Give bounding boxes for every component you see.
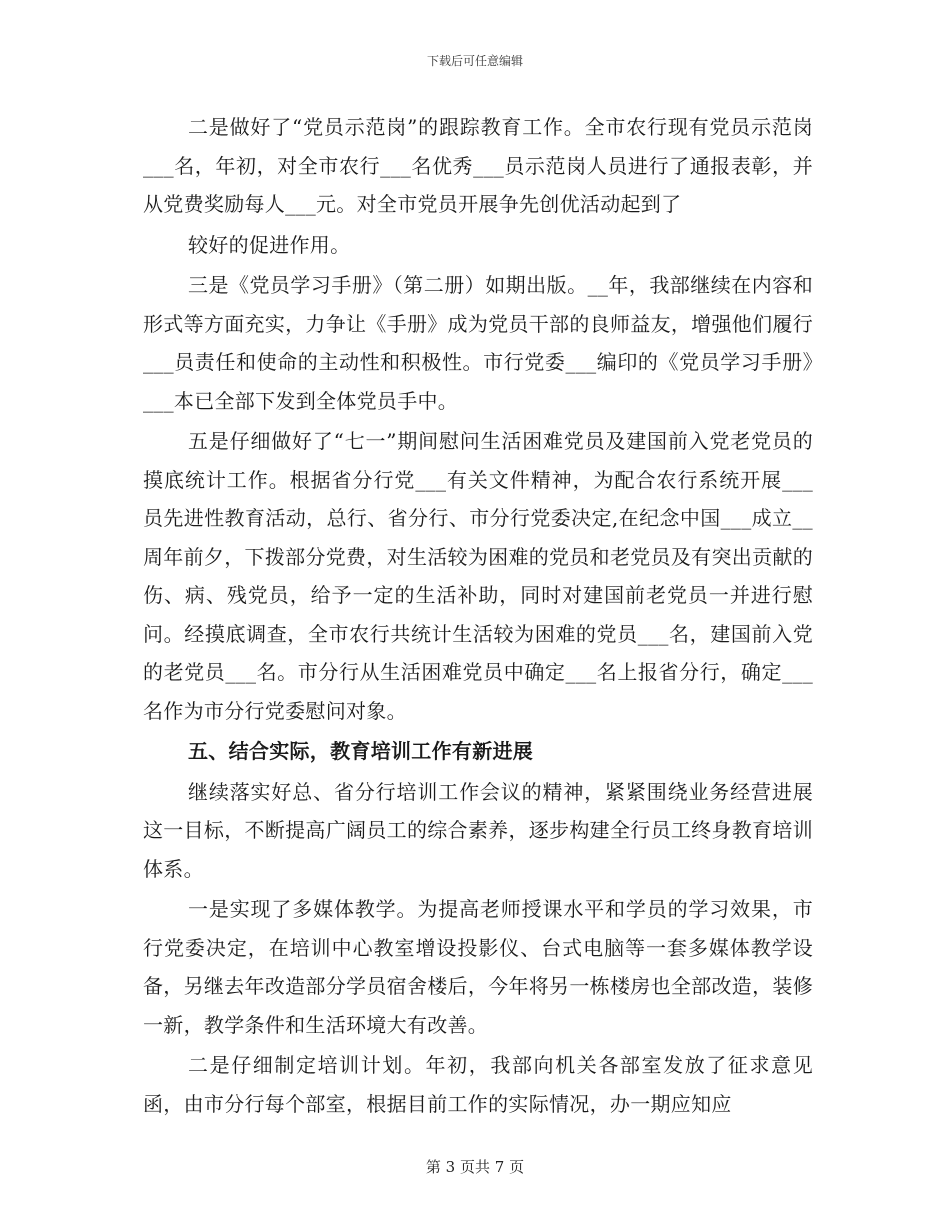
paragraph-promotion-effect: 较好的促进作用。 [188,232,351,257]
page-number: 第 3 页共 7 页 [425,1158,525,1176]
document-body [143,108,813,1125]
paragraph-multimedia-teaching: 一是实现了多媒体教学。为提高老师授课水平和学员的学习效果，市行党委决定，在培训中心教室增设投影仪、台式电脑等一套多媒体教学设备，另继去年改造部分学员宿舍楼后，今年将另一栋楼房也全部改造，装修一新，教学条件和生活环境大有改善。 [143,897,813,1037]
paragraph-party-demo-post: 二是做好了“党员示范岗”的跟踪教育工作。全市农行现有党员示范岗___名，年初，对全市农行___名优秀___员示范岗人员进行了通报表彰，并从党费奖励每人___元。对全市党员开展争先创优活动起到了 [143,115,813,216]
header-note: 下载后可任意编辑 [426,54,523,68]
paragraph-study-handbook: 三是《党员学习手册》（第二册）如期出版。__年，我部继续在内容和形式等方面充实，力争让《手册》成为党员干部的良师益友，增强他们履行___员责任和使命的主动性和积极性。市行党委___编印的《党员学习手册》___本已全部下发到全体党员手中。 [143,273,813,413]
section-heading-training: 五、结合实际，教育培训工作有新进展 [188,739,534,763]
paragraph-july-first-visit: 五是仔细做好了“七一”期间慰问生活困难党员及建国前入党老党员的摸底统计工作。根据省分行党___有关文件精神，为配合农行系统开展___员先进性教育活动，总行、省分行、市分行党委决定,在纪念中国___成立__周年前夕，下拨部分党费，对生活较为困难的党员和老党员及有突出贡献的伤、病、残党员，给予一定的生活补助，同时对建国前老党员一并进行慰问。经摸底调查，全市农行共统计生活较为困难的党员___名，建国前入党的老党员___名。市分行从生活困难党员中确定___名上报省分行，确定___名作为市分行党委慰问对象。 [143,429,813,723]
paragraph-training-plan: 二是仔细制定培训计划。年初，我部向机关各部室发放了征求意见函，由市分行每个部室，根据目前工作的实际情况，办一期应知应 [143,1053,813,1116]
paragraph-training-intro: 继续落实好总、省分行培训工作会议的精神，紧紧围绕业务经营进展这一目标，不断提高广阔员工的综合素养，逐步构建全行员工终身教育培训体系。 [143,779,813,881]
